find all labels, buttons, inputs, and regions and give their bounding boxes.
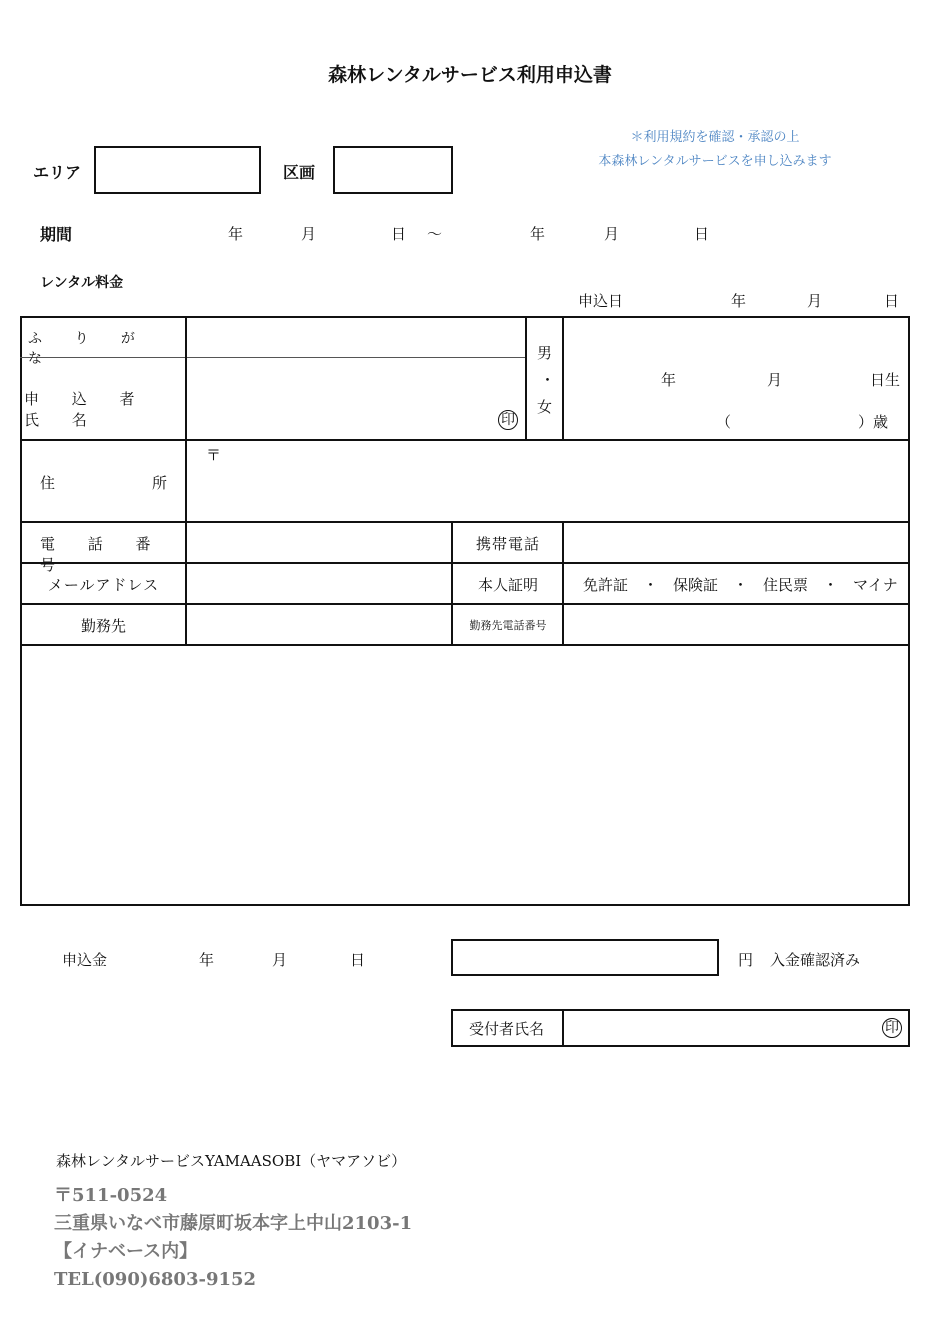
receptionist-label: 受付者氏名 bbox=[469, 1020, 545, 1038]
period-end-day: 日 bbox=[694, 225, 710, 243]
age-open-paren: （ bbox=[716, 413, 732, 431]
birth-day: 日生 bbox=[870, 371, 901, 389]
birth-year: 年 bbox=[661, 371, 677, 389]
period-start-day: 日 bbox=[391, 225, 407, 243]
gender-separator: ・ bbox=[540, 371, 556, 389]
company-building: 【イナベース内】 bbox=[54, 1241, 198, 1262]
receptionist-seal-icon: 印 bbox=[882, 1018, 902, 1038]
period-start-year: 年 bbox=[228, 225, 244, 243]
deposit-label: 申込金 bbox=[62, 951, 108, 969]
area-label: エリア bbox=[33, 163, 82, 182]
period-end-year: 年 bbox=[530, 225, 546, 243]
company-address: 三重県いなべ市藤原町坂本字上中山2103-1 bbox=[54, 1213, 413, 1234]
payment-confirmed-label: 入金確認済み bbox=[770, 951, 861, 969]
address-label-left: 住 bbox=[40, 474, 56, 492]
company-tel: TEL(090)6803-9152 bbox=[54, 1269, 257, 1290]
applicant-name-input[interactable] bbox=[188, 359, 524, 438]
period-label: 期間 bbox=[40, 225, 73, 244]
terms-notice-line1: ＊利用規約を確認・承認の上 bbox=[630, 130, 800, 145]
workplace-label: 勤務先 bbox=[80, 617, 126, 635]
address-label-right: 所 bbox=[152, 474, 168, 492]
period-tilde: 〜 bbox=[427, 225, 443, 243]
mobile-label: 携帯電話 bbox=[475, 535, 540, 553]
section-label: 区画 bbox=[283, 163, 316, 182]
area-input[interactable] bbox=[94, 146, 261, 194]
email-input[interactable] bbox=[188, 564, 450, 603]
phone-input[interactable] bbox=[188, 523, 450, 562]
furigana-input[interactable] bbox=[188, 318, 524, 356]
company-name: 森林レンタルサービスYAMAASOBI（ヤマアソビ） bbox=[56, 1152, 407, 1170]
birth-month: 月 bbox=[767, 371, 783, 389]
id-proof-options[interactable]: 免許証 ・ 保険証 ・ 住民票 ・ マイナ bbox=[583, 576, 898, 594]
deposit-year: 年 bbox=[199, 951, 215, 969]
period-start-month: 月 bbox=[301, 225, 317, 243]
application-date-month: 月 bbox=[807, 292, 823, 310]
deposit-month: 月 bbox=[272, 951, 288, 969]
page-title: 森林レンタルサービス利用申込書 bbox=[328, 64, 612, 86]
yen-label: 円 bbox=[738, 951, 754, 969]
gender-female[interactable]: 女 bbox=[537, 398, 553, 416]
id-proof-label: 本人証明 bbox=[477, 576, 538, 594]
age-close: ）歳 bbox=[858, 413, 889, 431]
address-input[interactable] bbox=[188, 441, 908, 521]
application-date-label: 申込日 bbox=[578, 292, 624, 310]
notes-area[interactable] bbox=[22, 646, 908, 904]
workplace-input[interactable] bbox=[188, 605, 450, 644]
terms-notice-line2: 本森林レンタルサービスを申し込みます bbox=[598, 154, 832, 169]
email-label: メールアドレス bbox=[47, 576, 160, 594]
workplace-phone-input[interactable] bbox=[565, 605, 908, 644]
receptionist-input[interactable] bbox=[566, 1011, 876, 1045]
deposit-day: 日 bbox=[350, 951, 366, 969]
furigana-label: ふ り が な bbox=[28, 331, 149, 367]
rental-fee-label: レンタル料金 bbox=[40, 275, 124, 291]
seal-icon: 印 bbox=[498, 410, 518, 430]
deposit-amount-input[interactable] bbox=[451, 939, 719, 976]
applicant-name-label: 申 込 者 氏 名 bbox=[24, 390, 149, 429]
application-date-day: 日 bbox=[884, 292, 900, 310]
mobile-input[interactable] bbox=[565, 523, 908, 562]
company-postal: 〒511-0524 bbox=[54, 1185, 168, 1206]
application-date-year: 年 bbox=[731, 292, 747, 310]
workplace-phone-label: 勤務先電話番号 bbox=[469, 619, 547, 632]
section-input[interactable] bbox=[333, 146, 453, 194]
period-end-month: 月 bbox=[604, 225, 620, 243]
gender-male[interactable]: 男 bbox=[537, 344, 553, 362]
phone-label: 電 話 番 号 bbox=[40, 535, 165, 574]
postal-mark: 〒 bbox=[206, 446, 222, 464]
